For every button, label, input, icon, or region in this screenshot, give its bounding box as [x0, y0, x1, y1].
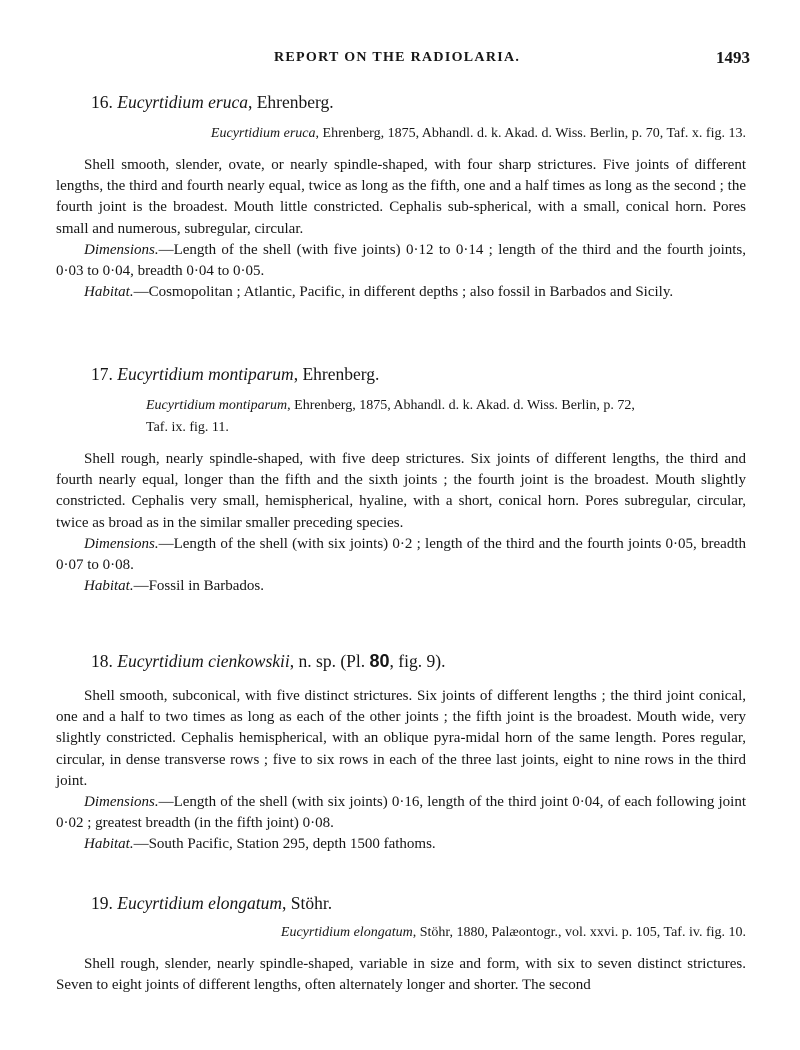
habitat-text: —Fossil in Barbados.: [133, 578, 265, 595]
reference-name: Eucyrtidium elongatum: [280, 925, 413, 940]
species-reference: [56, 395, 746, 439]
dimensions-text: —Length of the shell (with five joints) 0·12 to 0·14 ; length of the third and the fourth joints, 0·03 to 0·04, breadth 0·04 to 0·05.: [56, 241, 746, 280]
reference-citation: , Ehrenberg, 1875, Abhandl. d. k. Akad. d. Wiss. Berlin, p. 70, Taf. x. fig. 13.: [315, 126, 746, 141]
habitat-text: —South Pacific, Station 295, depth 1500 fathoms.: [133, 836, 436, 853]
species-authority: , Ehrenberg.: [247, 92, 334, 112]
species-description: Shell smooth, slender, ovate, or nearly spindle-shaped, with four sharp strictures. Five joints of different lengths, the third and fourth nearly equal, twice as long as the fifth, one and a half times as long as the second ; the fourth joint is the broadest. Mouth little constricted. Cephalis sub-spherical, with a small, conical horn. Pores small and numerous, subregular, circular.: [56, 157, 746, 237]
dimensions-label: Dimensions.: [84, 535, 159, 552]
species-authority: , Stöhr.: [282, 893, 333, 913]
habitat-label: Habitat.: [84, 284, 134, 301]
species-name: Eucyrtidium cienkowskii: [117, 651, 290, 671]
species-name: Eucyrtidium elongatum: [117, 893, 283, 913]
reference-citation: , Ehrenberg, 1875, Abhandl. d. k. Akad. d. Wiss. Berlin, p. 72,: [287, 398, 635, 413]
species-habitat: [56, 834, 746, 855]
species-reference: [56, 123, 746, 145]
species-reference: [56, 922, 746, 944]
plate-number: 80: [369, 651, 390, 671]
species-habitat: [56, 282, 746, 303]
species-dimensions: [56, 534, 746, 576]
species-number: 19.: [91, 893, 113, 913]
species-dimensions: [56, 792, 746, 834]
page-header: [0, 50, 800, 72]
species-description: Shell rough, slender, nearly spindle-shaped, variable in size and form, with six to seven distinct strictures. Seven to eight joints of different lengths, often alternately longer and shorter. The second: [56, 956, 746, 994]
species-dimensions: [56, 240, 746, 282]
species-authority: , n. sp. (Pl.: [289, 651, 370, 671]
species-number: 16.: [91, 92, 113, 112]
species-entry-19: [56, 892, 746, 996]
species-habitat: [56, 576, 746, 597]
page-number: 1493: [716, 48, 750, 67]
species-heading: [56, 363, 746, 385]
dimensions-label: Dimensions.: [84, 241, 159, 258]
reference-citation: , Stöhr, 1880, Palæontogr., vol. xxvi. p. 105, Taf. iv. fig. 10.: [412, 925, 746, 940]
species-name: Eucyrtidium eruca: [117, 92, 248, 112]
species-entry-18: [56, 650, 746, 856]
habitat-label: Habitat.: [84, 578, 134, 595]
running-title: REPORT ON THE RADIOLARIA.: [274, 50, 521, 65]
reference-name: Eucyrtidium montiparum: [146, 398, 288, 413]
dimensions-text: —Length of the shell (with six joints) 0·16, length of the third joint 0·04, of each following joint 0·02 ; greatest breadth (in the fifth joint) 0·08.: [56, 794, 746, 832]
species-number: 17.: [91, 364, 113, 384]
species-heading: [56, 892, 746, 914]
species-authority-end: , fig. 9).: [389, 651, 446, 671]
species-entry-16: [56, 91, 746, 303]
species-description: Shell rough, nearly spindle-shaped, with five deep strictures. Six joints of different lengths, the third and fourth nearly equal, longer than the fifth and the sixth joints ; the fourth joint is the broadest. Mouth slightly constricted. Cephalis very small, hemispherical, hyaline, with a short, conical horn. Pores subregular, circular, twice as broad as in the similar smaller preceding species.: [56, 451, 746, 531]
reference-continuation: Taf. ix. fig. 11.: [146, 420, 229, 435]
species-heading: [56, 650, 746, 672]
habitat-label: Habitat.: [84, 836, 134, 853]
dimensions-text: —Length of the shell (with six joints) 0·2 ; length of the third and the fourth joints 0·05, breadth 0·07 to 0·08.: [56, 535, 746, 574]
species-entry-17: [56, 363, 746, 597]
species-description: Shell smooth, subconical, with five distinct strictures. Six joints of different lengths ; the third joint conical, one and a half to two times as long as each of the other joints ; the fifth joint is the broadest. Mouth wide, very slightly constricted. Cephalis hemispherical, with an oblique pyra-midal horn of the same length. Pores regular, circular, in dense transverse rows ; five to six rows in each of the three last joints, eight to nine rows in the third joint.: [56, 688, 746, 789]
dimensions-label: Dimensions.: [84, 794, 159, 811]
reference-name: Eucyrtidium eruca: [210, 126, 316, 141]
species-number: 18.: [91, 651, 113, 671]
species-name: Eucyrtidium montiparum: [117, 364, 294, 384]
habitat-text: —Cosmopolitan ; Atlantic, Pacific, in different depths ; also fossil in Barbados and Sicily.: [133, 284, 674, 301]
species-heading: [56, 91, 746, 113]
species-authority: , Ehrenberg.: [293, 364, 380, 384]
